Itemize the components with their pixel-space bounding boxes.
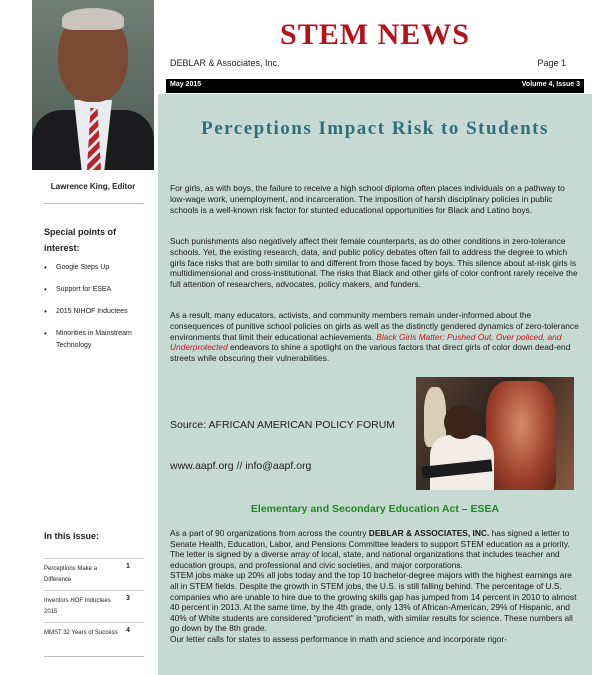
list-item: • Support for ESEA bbox=[44, 284, 152, 296]
article-body bbox=[170, 528, 582, 645]
toc-title: Inventors HOF Inductees 2015 bbox=[44, 598, 111, 615]
list-item: • Minorities in Mainstream Technology bbox=[44, 328, 152, 352]
special-points-list bbox=[44, 262, 152, 362]
issue-volume: Volume 4, Issue 3 bbox=[521, 81, 580, 88]
article-paragraph: For girls, as with boys, the failure to receive a high school diploma often places individuals on a pathway to low-wage work, unemployment, and incarceration. The imposition of harsh disciplinary policies in public schools is a well-known risk factor for stunted educational opportunities for Black and Latino boys. bbox=[170, 183, 565, 215]
special-points-heading: Special points of interest: bbox=[44, 227, 117, 253]
article-paragraph bbox=[170, 310, 582, 364]
issue-bar bbox=[166, 79, 584, 93]
article-paragraph: Our letter calls for states to assess performance in math and science and incorporate rigor- bbox=[170, 633, 508, 644]
article-paragraph: STEM jobs make up 20% all jobs today and the top 10 bachelor-degree majors with the highest earnings are all in STEM fields. Despite the growth in STEM jobs, the U.S. is still falling behind. The percentage of U.S. companies who are unable to hire due to the growing skills gap has jumped from 14 percent in 2010 to almost 40 percent in 2013. At the same time, by the 4th grade, only 13% of African-American, 29% of Hispanic, and 40% of White students are considered "proficient" in math, with similar results for science. These numbers all go down by the 8th grade. bbox=[170, 570, 577, 634]
divider bbox=[44, 656, 144, 657]
toc-row[interactable] bbox=[44, 622, 144, 655]
main-content bbox=[158, 94, 592, 675]
company-name: DEBLAR & ASSOCIATES, INC. bbox=[368, 528, 490, 538]
newsletter-title: STEM NEWS bbox=[280, 18, 470, 51]
paragraph-text: As a part of 90 organizations from across the country bbox=[170, 528, 369, 538]
list-item: • Google Steps Up bbox=[44, 262, 152, 274]
editor-photo bbox=[32, 0, 154, 170]
toc-page: 1 bbox=[126, 563, 130, 570]
source-credit: Source: AFRICAN AMERICAN POLICY FORUM bbox=[170, 419, 396, 431]
divider bbox=[44, 203, 144, 204]
in-this-issue-heading: In this issue: bbox=[44, 531, 100, 541]
toc-title: MMST 32 Years of Success bbox=[44, 630, 118, 636]
toc-row[interactable] bbox=[44, 558, 144, 591]
paragraph-text: As a result, many educators, activists, and community members remain under-informed about the consequences of punitive school policies on girls as well as the distinctly gendered dynamics of zero-tolerance environments that limit their educational achievements. bbox=[170, 310, 579, 342]
lab-photo bbox=[416, 377, 574, 490]
toc-row[interactable] bbox=[44, 590, 144, 623]
source-links[interactable]: www.aapf.org // info@aapf.org bbox=[170, 460, 312, 472]
article-headline: Perceptions Impact Risk to Students bbox=[201, 118, 549, 139]
publisher: DEBLAR & Associates, Inc. bbox=[170, 58, 280, 68]
paragraph-text: endeavors to shine a spotlight on the various factors that direct girls of color down dead-end streets while obscuring their vulnerabilities. bbox=[170, 342, 571, 364]
toc-title: Perceptions Make a Difference bbox=[44, 566, 98, 583]
editor-caption: Lawrence King, Editor bbox=[50, 182, 136, 191]
issue-date: May 2015 bbox=[170, 81, 202, 88]
toc-page: 3 bbox=[126, 595, 130, 602]
paragraph-text: has signed a letter to Senate Health, Education, Labor, and Pensions Committee leaders to support STEM education as a priority. The letter is signed by a diverse array of local, state, and national organizations that includes teacher and education groups, and professional and civic societies, and major corporations. bbox=[170, 528, 570, 570]
toc-page: 4 bbox=[126, 627, 130, 634]
sidebar bbox=[32, 0, 154, 675]
report-title-link[interactable]: Black Girls Matter: Pushed Out, Over policed, and Underprotected bbox=[170, 331, 562, 353]
page-number: Page 1 bbox=[537, 58, 566, 68]
article-paragraph: Such punishments also negatively affect their female counterparts, as do other conditions in zero-tolerance schools. Yet, the existing research, data, and public policy debates often fail to address the degree to which girls face risks that are both similar to and different from those faced by boys. This silence about at-risk girls is multidimensional and cross-institutional. The risks that Black and other girls of color confront rarely receive the full attention of researchers, advocates, policy makers, and funders. bbox=[170, 236, 578, 290]
masthead bbox=[166, 0, 584, 78]
article-headline: Elementary and Secondary Education Act – ESEA bbox=[250, 503, 500, 515]
article-paragraph bbox=[170, 528, 582, 570]
list-item: • 2015 NIHOF Inductees bbox=[44, 306, 152, 318]
